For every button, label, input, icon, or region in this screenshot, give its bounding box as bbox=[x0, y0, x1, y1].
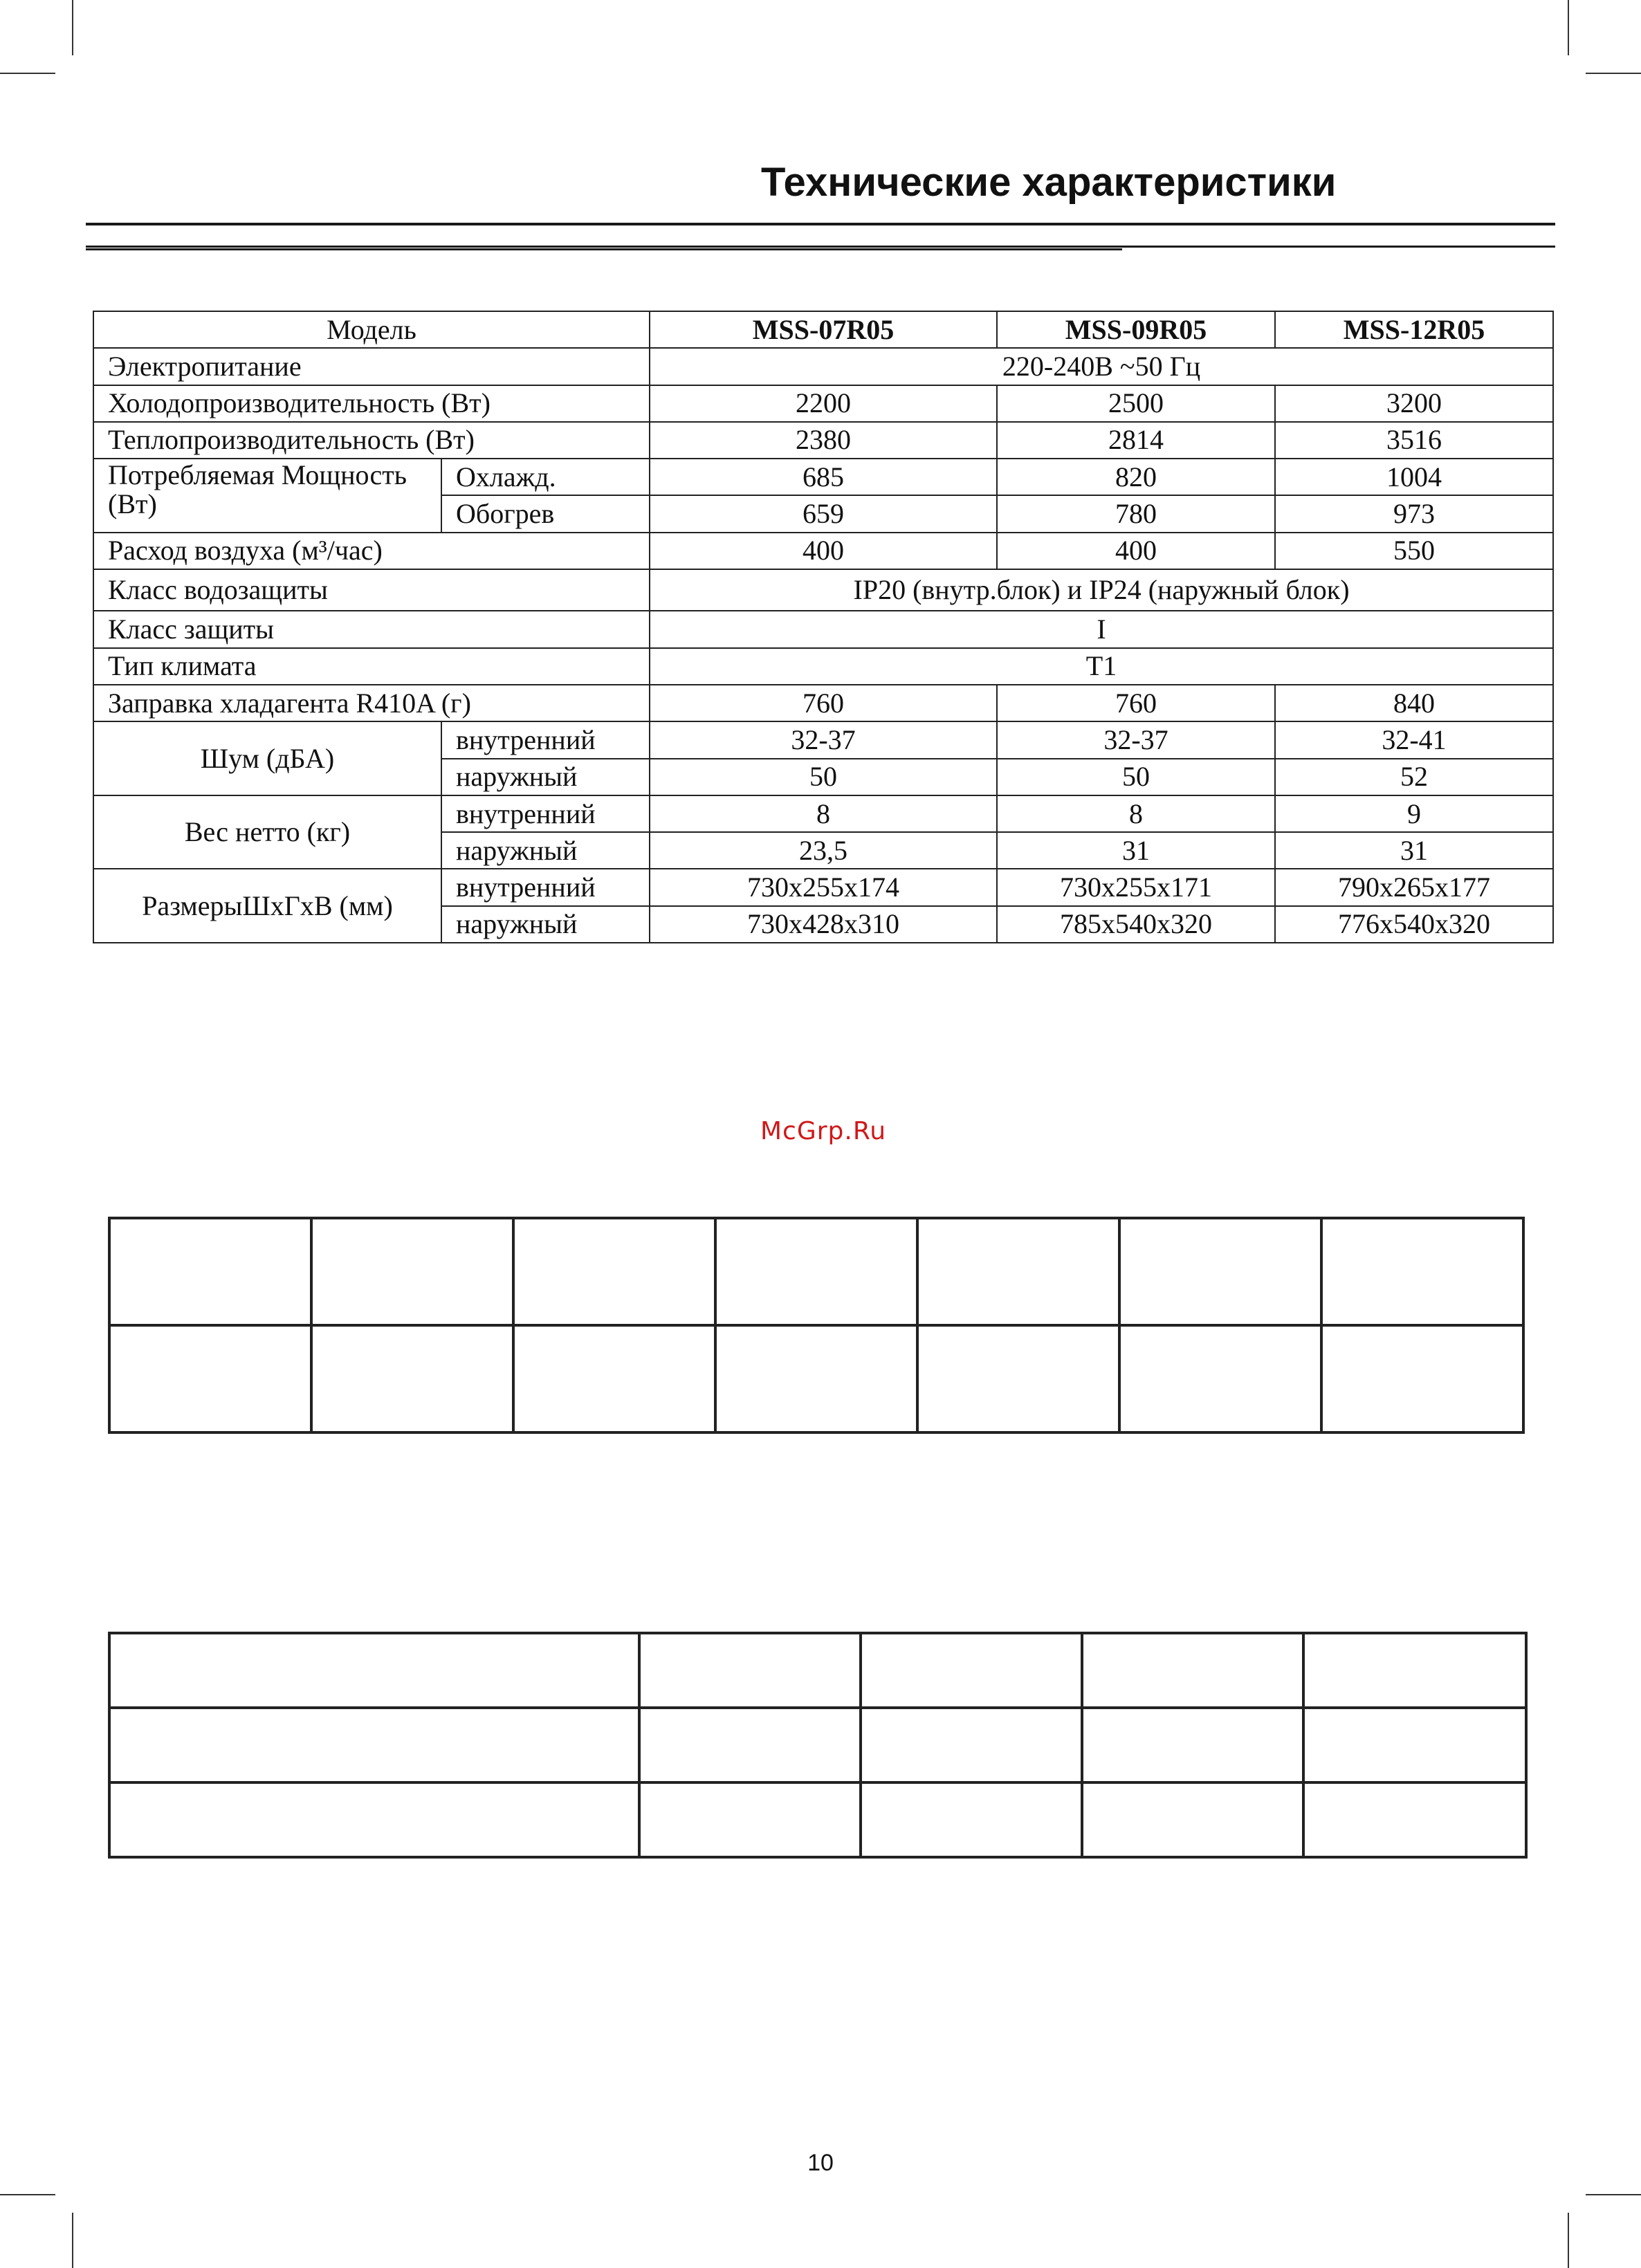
row-label: Холодопроизводительность (Вт) bbox=[93, 385, 650, 422]
table-row bbox=[93, 795, 1553, 832]
crop-mark bbox=[1568, 2213, 1569, 2268]
model-name: MSS-07R05 bbox=[650, 311, 997, 348]
page-number: 10 bbox=[807, 2150, 834, 2176]
cell-value: 400 bbox=[997, 533, 1275, 569]
sub-label: наружный bbox=[441, 759, 650, 795]
table-row bbox=[93, 569, 1553, 611]
cell-value: 730x255x174 bbox=[650, 869, 997, 905]
row-label: Шум (дБА) bbox=[93, 721, 441, 795]
header-rule-top bbox=[86, 223, 1555, 225]
cell-value: 820 bbox=[997, 459, 1275, 495]
cell-value: 32-41 bbox=[1275, 721, 1553, 758]
cell-value: 3200 bbox=[1275, 385, 1553, 422]
cell-value: 550 bbox=[1275, 533, 1553, 569]
empty-cell bbox=[311, 1218, 513, 1325]
spec-table bbox=[93, 311, 1554, 943]
table-row bbox=[109, 1708, 1526, 1782]
empty-cell bbox=[1303, 1782, 1526, 1857]
cell-value: 8 bbox=[650, 795, 997, 832]
header-rule-bottom-long bbox=[86, 246, 1555, 248]
cell-value: 31 bbox=[997, 832, 1275, 869]
cell-value: 2500 bbox=[997, 385, 1275, 422]
protection-class-value: I bbox=[650, 611, 1553, 648]
empty-cell bbox=[109, 1782, 639, 1857]
empty-cell bbox=[311, 1325, 513, 1432]
table-row bbox=[93, 422, 1553, 459]
table-row bbox=[93, 533, 1553, 569]
row-label: Класс водозащиты bbox=[93, 569, 650, 611]
cell-value: 760 bbox=[650, 685, 997, 721]
cell-value: 785x540x320 bbox=[997, 906, 1275, 943]
empty-cell bbox=[861, 1708, 1082, 1782]
cell-value: 23,5 bbox=[650, 832, 997, 869]
empty-grid-5x3 bbox=[108, 1632, 1528, 1859]
sub-label: внутренний bbox=[441, 721, 650, 758]
sub-label: внутренний bbox=[441, 869, 650, 905]
cell-value: 32-37 bbox=[650, 721, 997, 758]
empty-cell bbox=[1082, 1633, 1303, 1708]
cell-value: 790x265x177 bbox=[1275, 869, 1553, 905]
cell-value: 2380 bbox=[650, 422, 997, 459]
row-label: Теплопроизводительность (Вт) bbox=[93, 422, 650, 459]
empty-cell bbox=[513, 1325, 715, 1432]
model-label: Модель bbox=[93, 311, 650, 348]
table-row bbox=[93, 685, 1553, 721]
empty-cell bbox=[1119, 1325, 1321, 1432]
row-label: Электропитание bbox=[93, 348, 650, 385]
row-label: Вес нетто (кг) bbox=[93, 795, 441, 869]
empty-cell bbox=[917, 1325, 1119, 1432]
row-label: Потребляемая Мощность (Вт) bbox=[93, 459, 441, 533]
water-protection-value: IP20 (внутр.блок) и IP24 (наружный блок) bbox=[650, 569, 1553, 611]
crop-mark bbox=[0, 73, 55, 74]
cell-value: 730x428x310 bbox=[650, 906, 997, 943]
cell-value: 52 bbox=[1275, 759, 1553, 795]
empty-cell bbox=[639, 1708, 861, 1782]
cell-value: 840 bbox=[1275, 685, 1553, 721]
crop-mark bbox=[1586, 2194, 1641, 2195]
sub-label: Охлажд. bbox=[441, 459, 650, 495]
cell-value: 659 bbox=[650, 495, 997, 532]
empty-cell bbox=[1321, 1218, 1523, 1325]
empty-cell bbox=[1119, 1218, 1321, 1325]
empty-cell bbox=[109, 1325, 311, 1432]
sub-label: наружный bbox=[441, 906, 650, 943]
empty-cell bbox=[639, 1633, 861, 1708]
crop-mark bbox=[0, 2194, 55, 2195]
cell-value: 730x255x171 bbox=[997, 869, 1275, 905]
crop-mark bbox=[1586, 73, 1641, 74]
empty-cell bbox=[513, 1218, 715, 1325]
table-row bbox=[93, 459, 1553, 495]
crop-mark bbox=[72, 0, 73, 55]
empty-cell bbox=[917, 1218, 1119, 1325]
empty-cell bbox=[715, 1218, 917, 1325]
empty-grid-7x2 bbox=[108, 1217, 1525, 1434]
row-label: РазмерыШхГхВ (мм) bbox=[93, 869, 441, 943]
cell-value: 2814 bbox=[997, 422, 1275, 459]
cell-value: 9 bbox=[1275, 795, 1553, 832]
empty-cell bbox=[639, 1782, 861, 1857]
cell-value: 973 bbox=[1275, 495, 1553, 532]
cell-value: 1004 bbox=[1275, 459, 1553, 495]
empty-cell bbox=[109, 1708, 639, 1782]
cell-value: 776x540x320 bbox=[1275, 906, 1553, 943]
climate-type-value: T1 bbox=[650, 648, 1553, 685]
header-rule-bottom-short bbox=[86, 248, 1122, 250]
row-label: Расход воздуха (м³/час) bbox=[93, 533, 650, 569]
model-name: MSS-09R05 bbox=[997, 311, 1275, 348]
cell-value: 685 bbox=[650, 459, 997, 495]
empty-cell bbox=[1303, 1633, 1526, 1708]
crop-mark bbox=[1568, 0, 1569, 55]
cell-value: 3516 bbox=[1275, 422, 1553, 459]
empty-cell bbox=[1082, 1782, 1303, 1857]
table-row bbox=[93, 869, 1553, 905]
table-row bbox=[93, 721, 1553, 758]
empty-cell bbox=[861, 1633, 1082, 1708]
cell-value: 50 bbox=[650, 759, 997, 795]
crop-mark bbox=[72, 2213, 73, 2268]
table-row bbox=[109, 1633, 1526, 1708]
empty-cell bbox=[715, 1325, 917, 1432]
sub-label: наружный bbox=[441, 832, 650, 869]
table-row bbox=[93, 648, 1553, 685]
empty-cell bbox=[109, 1633, 639, 1708]
table-row bbox=[93, 385, 1553, 422]
row-label: Тип климата bbox=[93, 648, 650, 685]
row-label: Заправка хладагента R410A (г) bbox=[93, 685, 650, 721]
watermark-link[interactable]: McGrp.Ru bbox=[760, 1117, 887, 1145]
sub-label: внутренний bbox=[441, 795, 650, 832]
table-row bbox=[109, 1218, 1523, 1325]
empty-cell bbox=[861, 1782, 1082, 1857]
cell-value: 50 bbox=[997, 759, 1275, 795]
empty-cell bbox=[1082, 1708, 1303, 1782]
cell-value: 31 bbox=[1275, 832, 1553, 869]
page-title: Технические характеристики bbox=[761, 160, 1337, 205]
cell-value: 760 bbox=[997, 685, 1275, 721]
row-label: Класс защиты bbox=[93, 611, 650, 648]
cell-value: 2200 bbox=[650, 385, 997, 422]
sub-label: Обогрев bbox=[441, 495, 650, 532]
table-row bbox=[109, 1782, 1526, 1857]
table-row bbox=[93, 348, 1553, 385]
cell-value: 400 bbox=[650, 533, 997, 569]
empty-cell bbox=[1321, 1325, 1523, 1432]
cell-value: 780 bbox=[997, 495, 1275, 532]
power-supply-value: 220-240В ~50 Гц bbox=[650, 348, 1553, 385]
cell-value: 32-37 bbox=[997, 721, 1275, 758]
cell-value: 8 bbox=[997, 795, 1275, 832]
empty-cell bbox=[1303, 1708, 1526, 1782]
table-row bbox=[109, 1325, 1523, 1432]
table-row bbox=[93, 611, 1553, 648]
model-name: MSS-12R05 bbox=[1275, 311, 1553, 348]
table-row bbox=[93, 311, 1553, 348]
empty-cell bbox=[109, 1218, 311, 1325]
